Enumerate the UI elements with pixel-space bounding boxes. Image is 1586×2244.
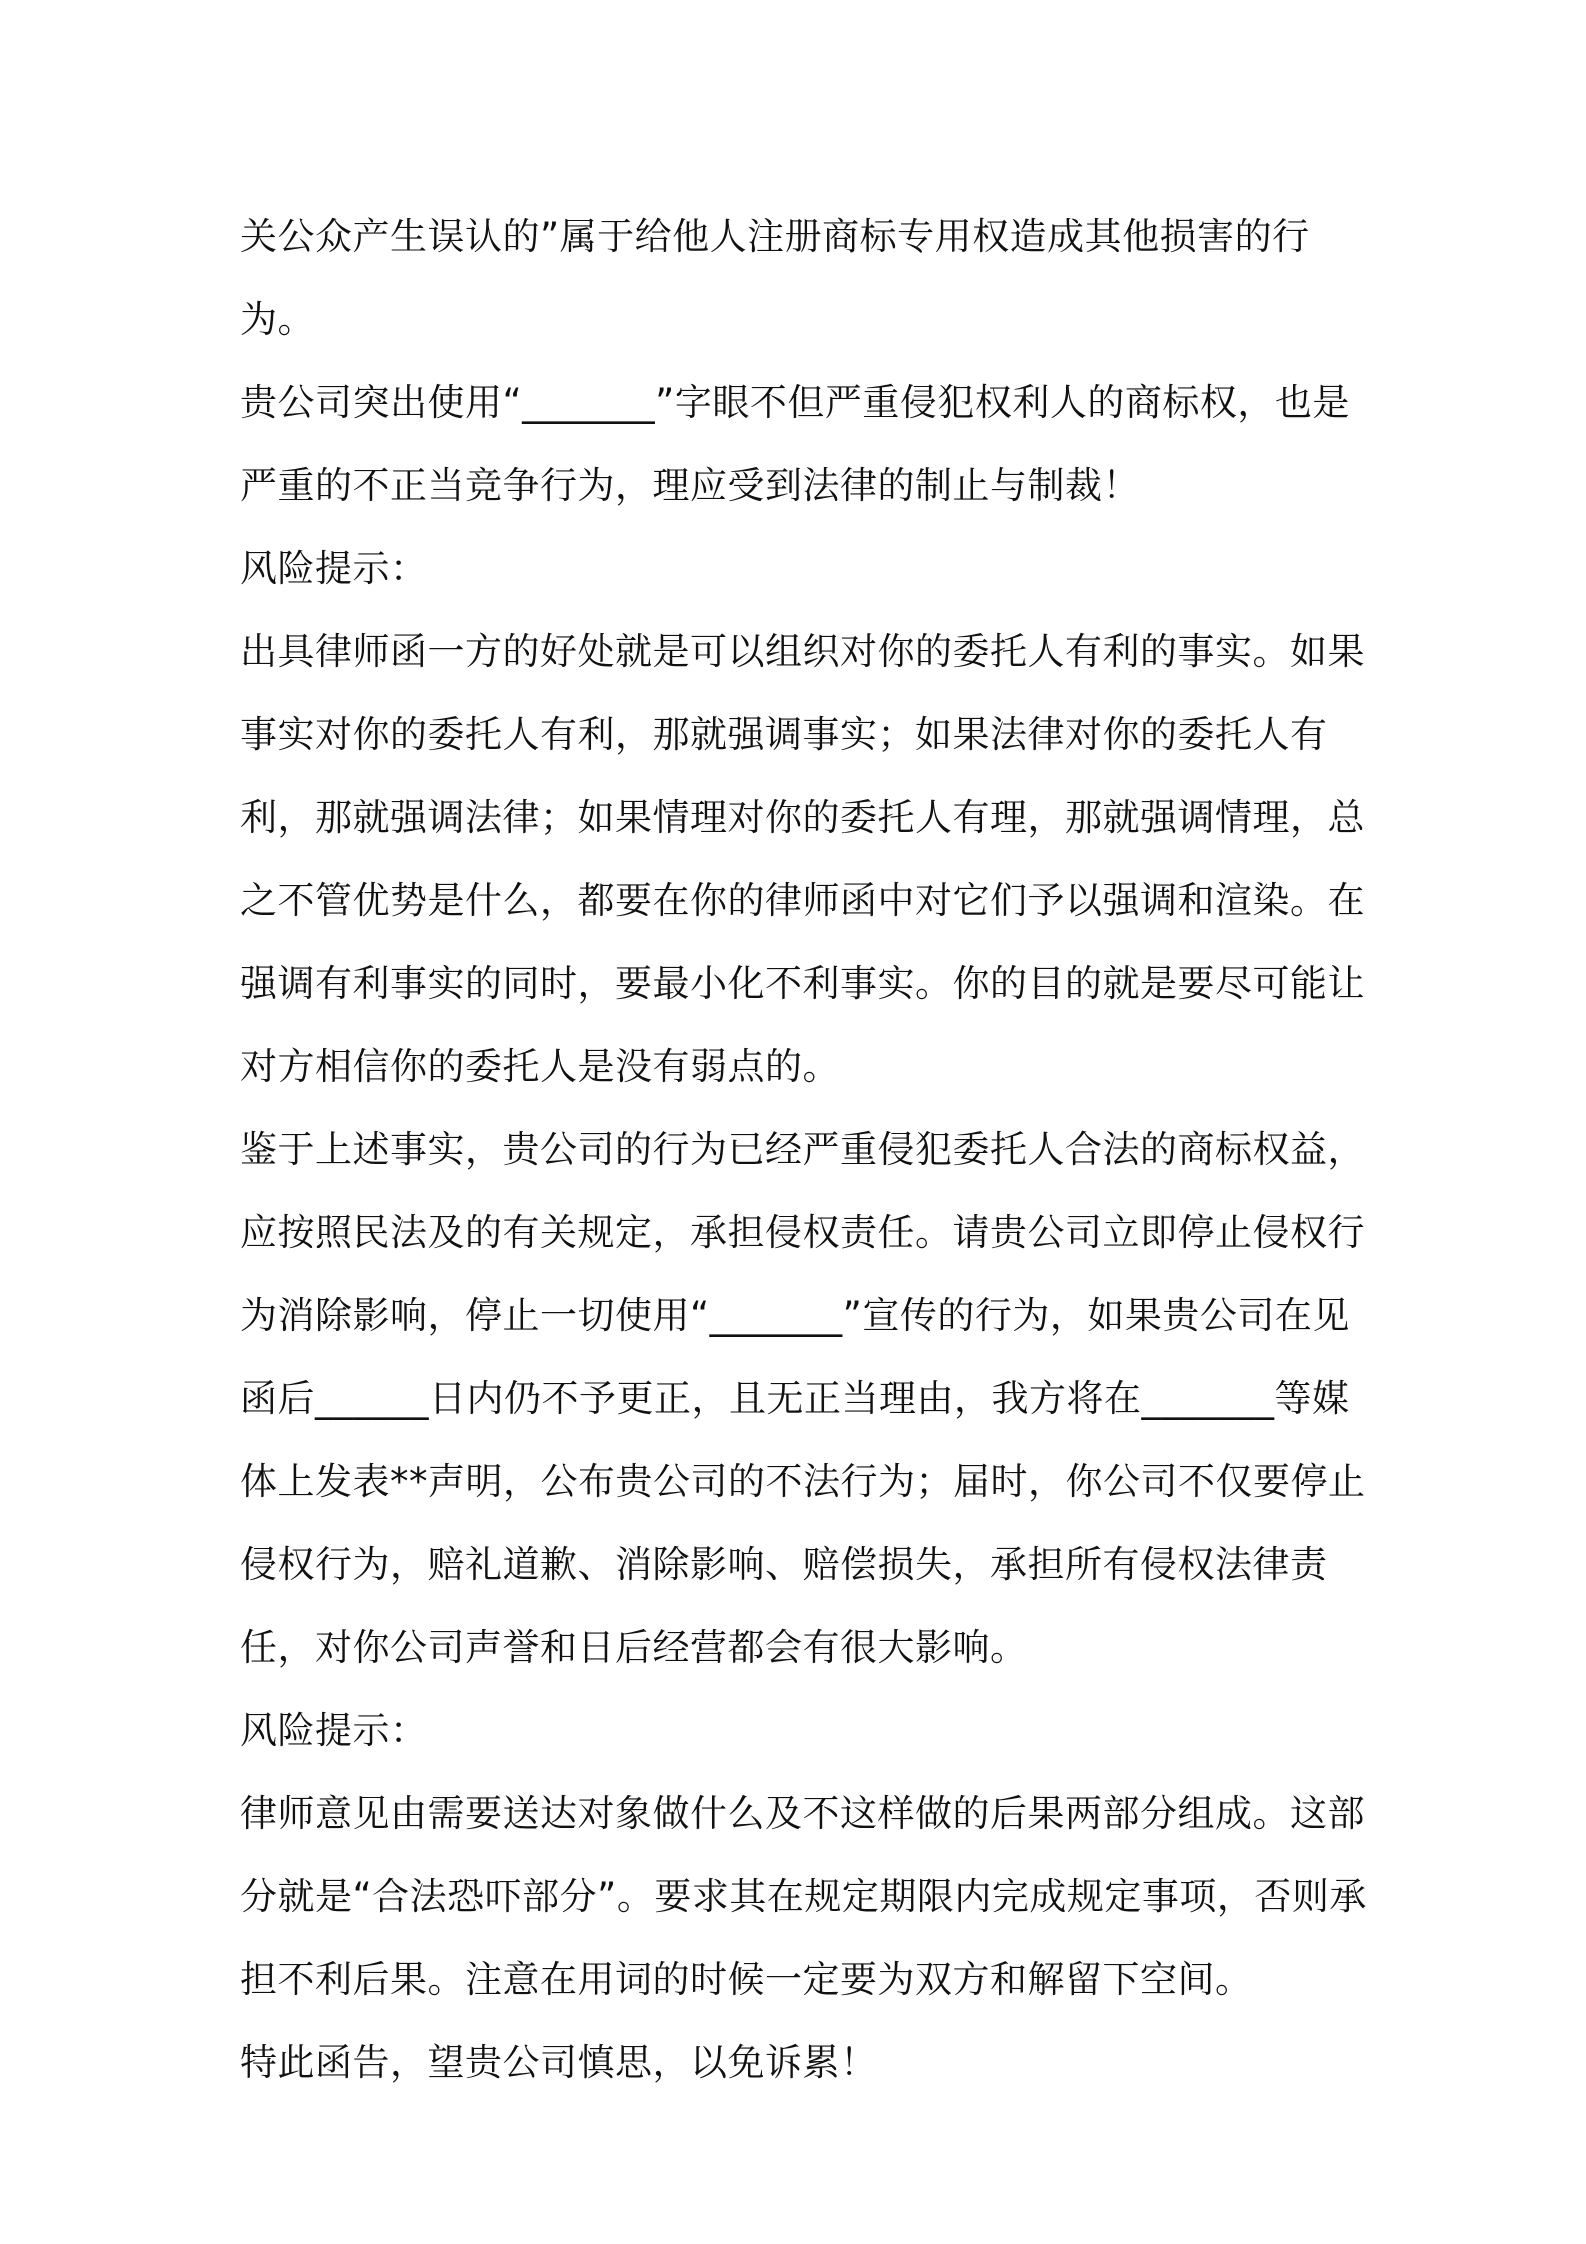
paragraph-infringement-statement: 贵公司突出使用“_______”字眼不但严重侵犯权利人的商标权，也是严重的不正当竞争行为，理应受到法律的制止与制裁！ <box>240 381 1350 507</box>
risk-notice-heading-1: 风险提示： <box>240 547 428 590</box>
letter-body <box>240 195 1370 2104</box>
paragraph-closing: 特此函告，望贵公司慎思，以免诉累！ <box>240 2041 878 2084</box>
paragraph-lawyer-opinion: 律师意见由需要送达对象做什么及不这样做的后果两部分组成。这部分就是“合法恐吓部分”。要求其在规定期限内完成规定事项，否则承担不利后果。注意在用词的时候一定要为双方和解留下空间。 <box>240 1792 1367 2001</box>
paragraph-advantage-explanation: 出具律师函一方的好处就是可以组织对你的委托人有利的事实。如果事实对你的委托人有利，那就强调事实；如果法律对你的委托人有利，那就强调法律；如果情理对你的委托人有理，那就强调情理，总之不管优势是什么，都要在你的律师函中对它们予以强调和渲染。在强调有利事实的同时，要最小化不利事实。你的目的就是要尽可能让对方相信你的委托人是没有弱点的。 <box>240 630 1365 1088</box>
risk-notice-heading-2: 风险提示： <box>240 1709 428 1752</box>
paragraph-demand: 鉴于上述事实，贵公司的行为已经严重侵犯委托人合法的商标权益，应按照民法及的有关规定，承担侵权责任。请贵公司立即停止侵权行为消除影响，停止一切使用“_______”宣传的行为，如果贵公司在见函后______日内仍不予更正，且无正当理由，我方将在_______等媒体上发表**声明，公布贵公司的不法行为；届时，你公司不仅要停止侵权行为，赔礼道歉、消除影响、赔偿损失，承担所有侵权法律责任，对你公司声誉和日后经营都会有很大影响。 <box>240 1128 1366 1669</box>
paragraph-consumer-confusion: 关公众产生误认的”属于给他人注册商标专用权造成其他损害的行为。 <box>240 215 1310 341</box>
